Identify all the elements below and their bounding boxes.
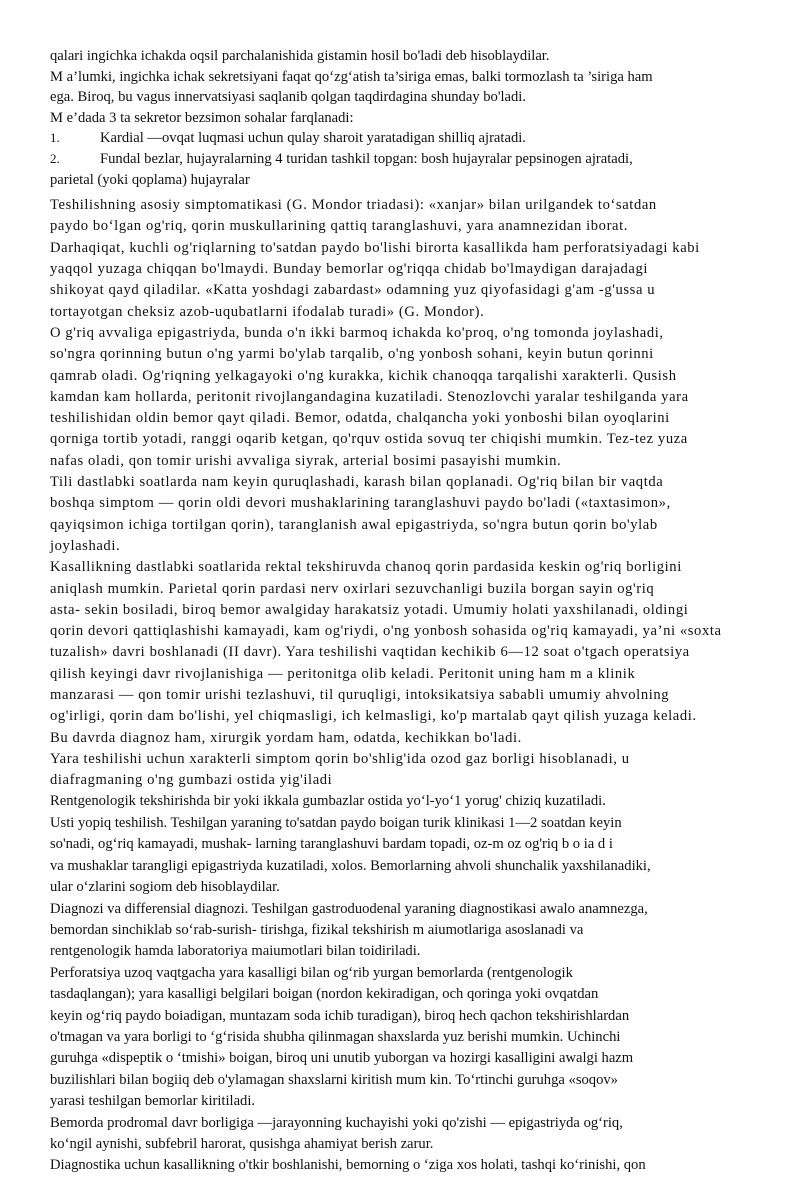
intro-section (50, 46, 740, 190)
list-item-text: Kardial —ovqat luqmasi uchun qulay sharoit yaratadigan shilliq ajratadi. (100, 130, 526, 147)
text-line: keyin og‘riq paydo boiadigan, muntazam soda ichib turadigan), biroq hech qachon tekshirishlardan (50, 1007, 630, 1024)
text-line: Bemorda prodromal davr borligiga —jarayonning kuchayishi yoki qo'zishi — epigastriyda og‘riq, (50, 1114, 623, 1131)
list-item (50, 149, 740, 170)
text-line: qamrab oladi. Og'riqning yelkagayoki o'ng kurakka, kichik chanoqqa tarqalishi xarakterli. Qusish (50, 367, 677, 384)
text-line: joylashadi. (50, 537, 121, 554)
text-line: Perforatsiya uzoq vaqtgacha yara kasalligi bilan og‘rib yurgan bemorlarda (rentgenologik (50, 964, 573, 981)
text-line: qalari ingichka ichakda oqsil parchalanishida gistamin hosil bo'ladi deb hisoblaydilar. (50, 48, 550, 64)
text-line: tasdaqlangan); yara kasalligi belgilari boigan (nordon kekiradigan, och qoringa yoki ovqatdan (50, 986, 599, 1003)
text-line: Tili dastlabki soatlarda nam keyin quruqlashadi, karash bilan qoplanadi. Og'riq bilan bir vaqtda (50, 474, 664, 491)
text-line: so'ngra qorinning butun o'ng yarmi bo'ylab tarqalib, o'ng yonbosh sohani, keyin butun qorinni (50, 346, 654, 363)
text-line: qorin devori qattiqlashishi kamayadi, kam og'riydi, o'ng yonbosh sohasida og'riq kamayadi, ya’ni «soxta (50, 623, 722, 640)
text-line: aniqlash mumkin. Parietal qorin pardasi nerv oxirlari sezuvchanligi buzila borgan sayin og'riq (50, 580, 655, 597)
list-item (50, 128, 740, 149)
list-number: 2. (50, 150, 60, 166)
text-line: nafas oladi, qon tomir urishi avvaliga siyrak, arterial bosimi pasayishi mumkin. (50, 452, 562, 469)
text-line: ega. Biroq, bu vagus innervatsiyasi saqlanib qolgan taqdirdagina shunday bo'ladi. (50, 89, 527, 106)
text-line: diafragmaning o'ng gumbazi ostida yig'iladi (50, 772, 333, 789)
text-line: Diagnozi va differensial diagnozi. Teshilgan gastroduodenal yaraning diagnostikasi awalo anamnezga, (50, 900, 648, 917)
text-line: Yara teshilishi uchun xarakterli simptom qorin bo'shlig'ida ozod gaz borligi hisoblanadi, u (50, 750, 630, 767)
list-item-continuation: parietal (yoki qoplama) hujayralar (50, 171, 250, 188)
text-line: manzarasi — qon tomir urishi tezlashuvi, til quruqligi, intoksikatsiya sababli umumiy ahvolning (50, 686, 670, 703)
text-line: Usti yopiq teshilish. Teshilgan yaraning to'satdan paydo boigan turik klinikasi 1—2 soatdan keyin (50, 814, 622, 831)
text-line: yarasi teshilgan bemorlar kiritiladi. (50, 1093, 256, 1110)
text-line: Diagnostika uchun kasallikning o'tkir boshlanishi, bemorning o ‘ziga xos holati, tashqi ko‘rinishi, qon (50, 1157, 646, 1174)
text-line: so'nadi, og‘riq kamayadi, mushak- larning taranglashuvi bardam topadi, oz-m oz og'riq b o ia d i (50, 836, 613, 853)
text-line: tuzalish» davri boshlanadi (II davr). Yara teshilishi vaqtidan kechikib 6—12 soat o'tgach operatsiya (50, 644, 690, 661)
text-line: Kasallikning dastlabki soatlarida rektal tekshiruvda chanoq qorin pardasida keskin og'riq borligini (50, 559, 682, 576)
text-line: qayiqsimon ichiga tortilgan qorin), taranglanish awal epigastriyda, so'ngra butun qorin bo'ylab (50, 516, 658, 533)
text-line: rentgenologik hamda laboratoriya maiumotlari bilan toidiriladi. (50, 943, 421, 960)
text-line: ular o‘zlarini sogiom deb hisoblaydilar. (50, 879, 280, 896)
text-line: qilish keyingi davr rivojlanishiga — peritonitga olib keladi. Peritonit uning ham m a klinik (50, 665, 636, 682)
text-line: boshqa simptom — qorin oldi devori mushaklarining taranglashuvi paydo bo'ladi («taxtasimon», (50, 495, 671, 512)
text-line: tortayotgan cheksiz azob-uqubatlarni ifodalab turadi» (G. Mondor). (50, 303, 485, 320)
document-page (50, 46, 740, 1177)
text-line: va mushaklar tarangligi epigastriyda kuzatiladi, xolos. Bemorlarning ahvoli shunchalik yaxshilanadiki, (50, 857, 651, 874)
text-line: yaqqol yuzaga chiqqan bo'lmaydi. Bunday bemorlar og'riqqa chidab bo'lmaydigan darajadagi (50, 261, 649, 278)
text-line: teshilishidan oldin bemor qayt qiladi. Bemor, odatda, chalqancha yoki yonboshi bilan oyoqlarini (50, 410, 670, 427)
text-line: Bu davrda diagnoz ham, xirurgik yordam ham, odatda, kechikkan bo'ladi. (50, 729, 522, 746)
text-line: paydo bo‘lgan og'riq, qorin muskullarining qattiq taranglashuvi, yara anamnezidan iborat. (50, 218, 629, 235)
text-line: kamdan kam hollarda, peritonit rivojlangandagina kuzatiladi. Stenozlovchi yaralar teshilganda yara (50, 388, 689, 405)
text-line: guruhga «dispeptik o ‘tmishi» boigan, biroq uni unutib yuborgan va hozirgi kasalligini awalgi hazm (50, 1050, 634, 1067)
text-line: buzilishlari bilan bogiiq deb o'ylamagan shaxslarni kiritish mum kin. To‘rtinchi guruhga «soqov» (50, 1071, 618, 1088)
text-line: Rentgenologik tekshirishda bir yoki ikkala gumbazlar ostida yo‘l-yo‘1 yorug' chiziq kuzatiladi. (50, 793, 606, 810)
text-line: og'irligi, qorin dam bo'lishi, yel chiqmasligi, ich kelmasligi, ko'p martalab qayt qilish yuzaga keladi. (50, 708, 697, 725)
list-item-text: Fundal bezlar, hujayralarning 4 turidan tashkil topgan: bosh hujayralar pepsinogen ajratadi, (100, 150, 633, 167)
text-line: Darhaqiqat, kuchli og'riqlarning to'satdan paydo bo'lishi birorta kasallikda ham perforatsiyadagi kabi (50, 239, 700, 256)
symptoms-section (50, 195, 740, 791)
diagnosis-section (50, 791, 740, 1176)
text-line: ko‘ngil aynishi, subfebril harorat, qusishga ahamiyat berish zarur. (50, 1135, 434, 1152)
text-line: o'tmagan va yara borligi to ‘g‘risida shubha qilinmagan shaxslarda yuz berishi mumkin. Uchinchi (50, 1028, 621, 1045)
list-number: 1. (50, 130, 60, 146)
text-line: M e’dada 3 ta sekretor bezsimon sohalar farqlanadi: (50, 109, 354, 126)
text-line: bemordan sinchiklab so‘rab-surish- tirishga, fizikal tekshirish m aiumotlariga asoslanadi va (50, 921, 584, 938)
text-line: O g'riq avvaliga epigastriyda, bunda o'n ikki barmoq ichakda ko'proq, o'ng tomonda joylashadi, (50, 324, 664, 341)
text-line: asta- sekin bosiladi, biroq bemor awalgiday harakatsiz yotadi. Umumiy holati yaxshilanadi, oldingi (50, 601, 689, 618)
text-line: M a’lumki, ingichka ichak sekretsiyani faqat qo‘zg‘atish ta’siriga emas, balki tormozlash ta ’siriga ham (50, 68, 653, 85)
text-line: shikoyat qayd qiladilar. «Katta yoshdagi zabardast» odamning yuz qiyofasidagi g'am -g'ussa u (50, 282, 656, 299)
text-line: Teshilishning asosiy simptomatikasi (G. Mondor triadasi): «xanjar» bilan urilgandek to‘satdan (50, 197, 657, 214)
text-line: qorniga tortib yotadi, ranggi oqarib ketgan, qo'rquv ostida sovuq ter chiqishi mumkin. Tez-tez yuza (50, 431, 688, 448)
